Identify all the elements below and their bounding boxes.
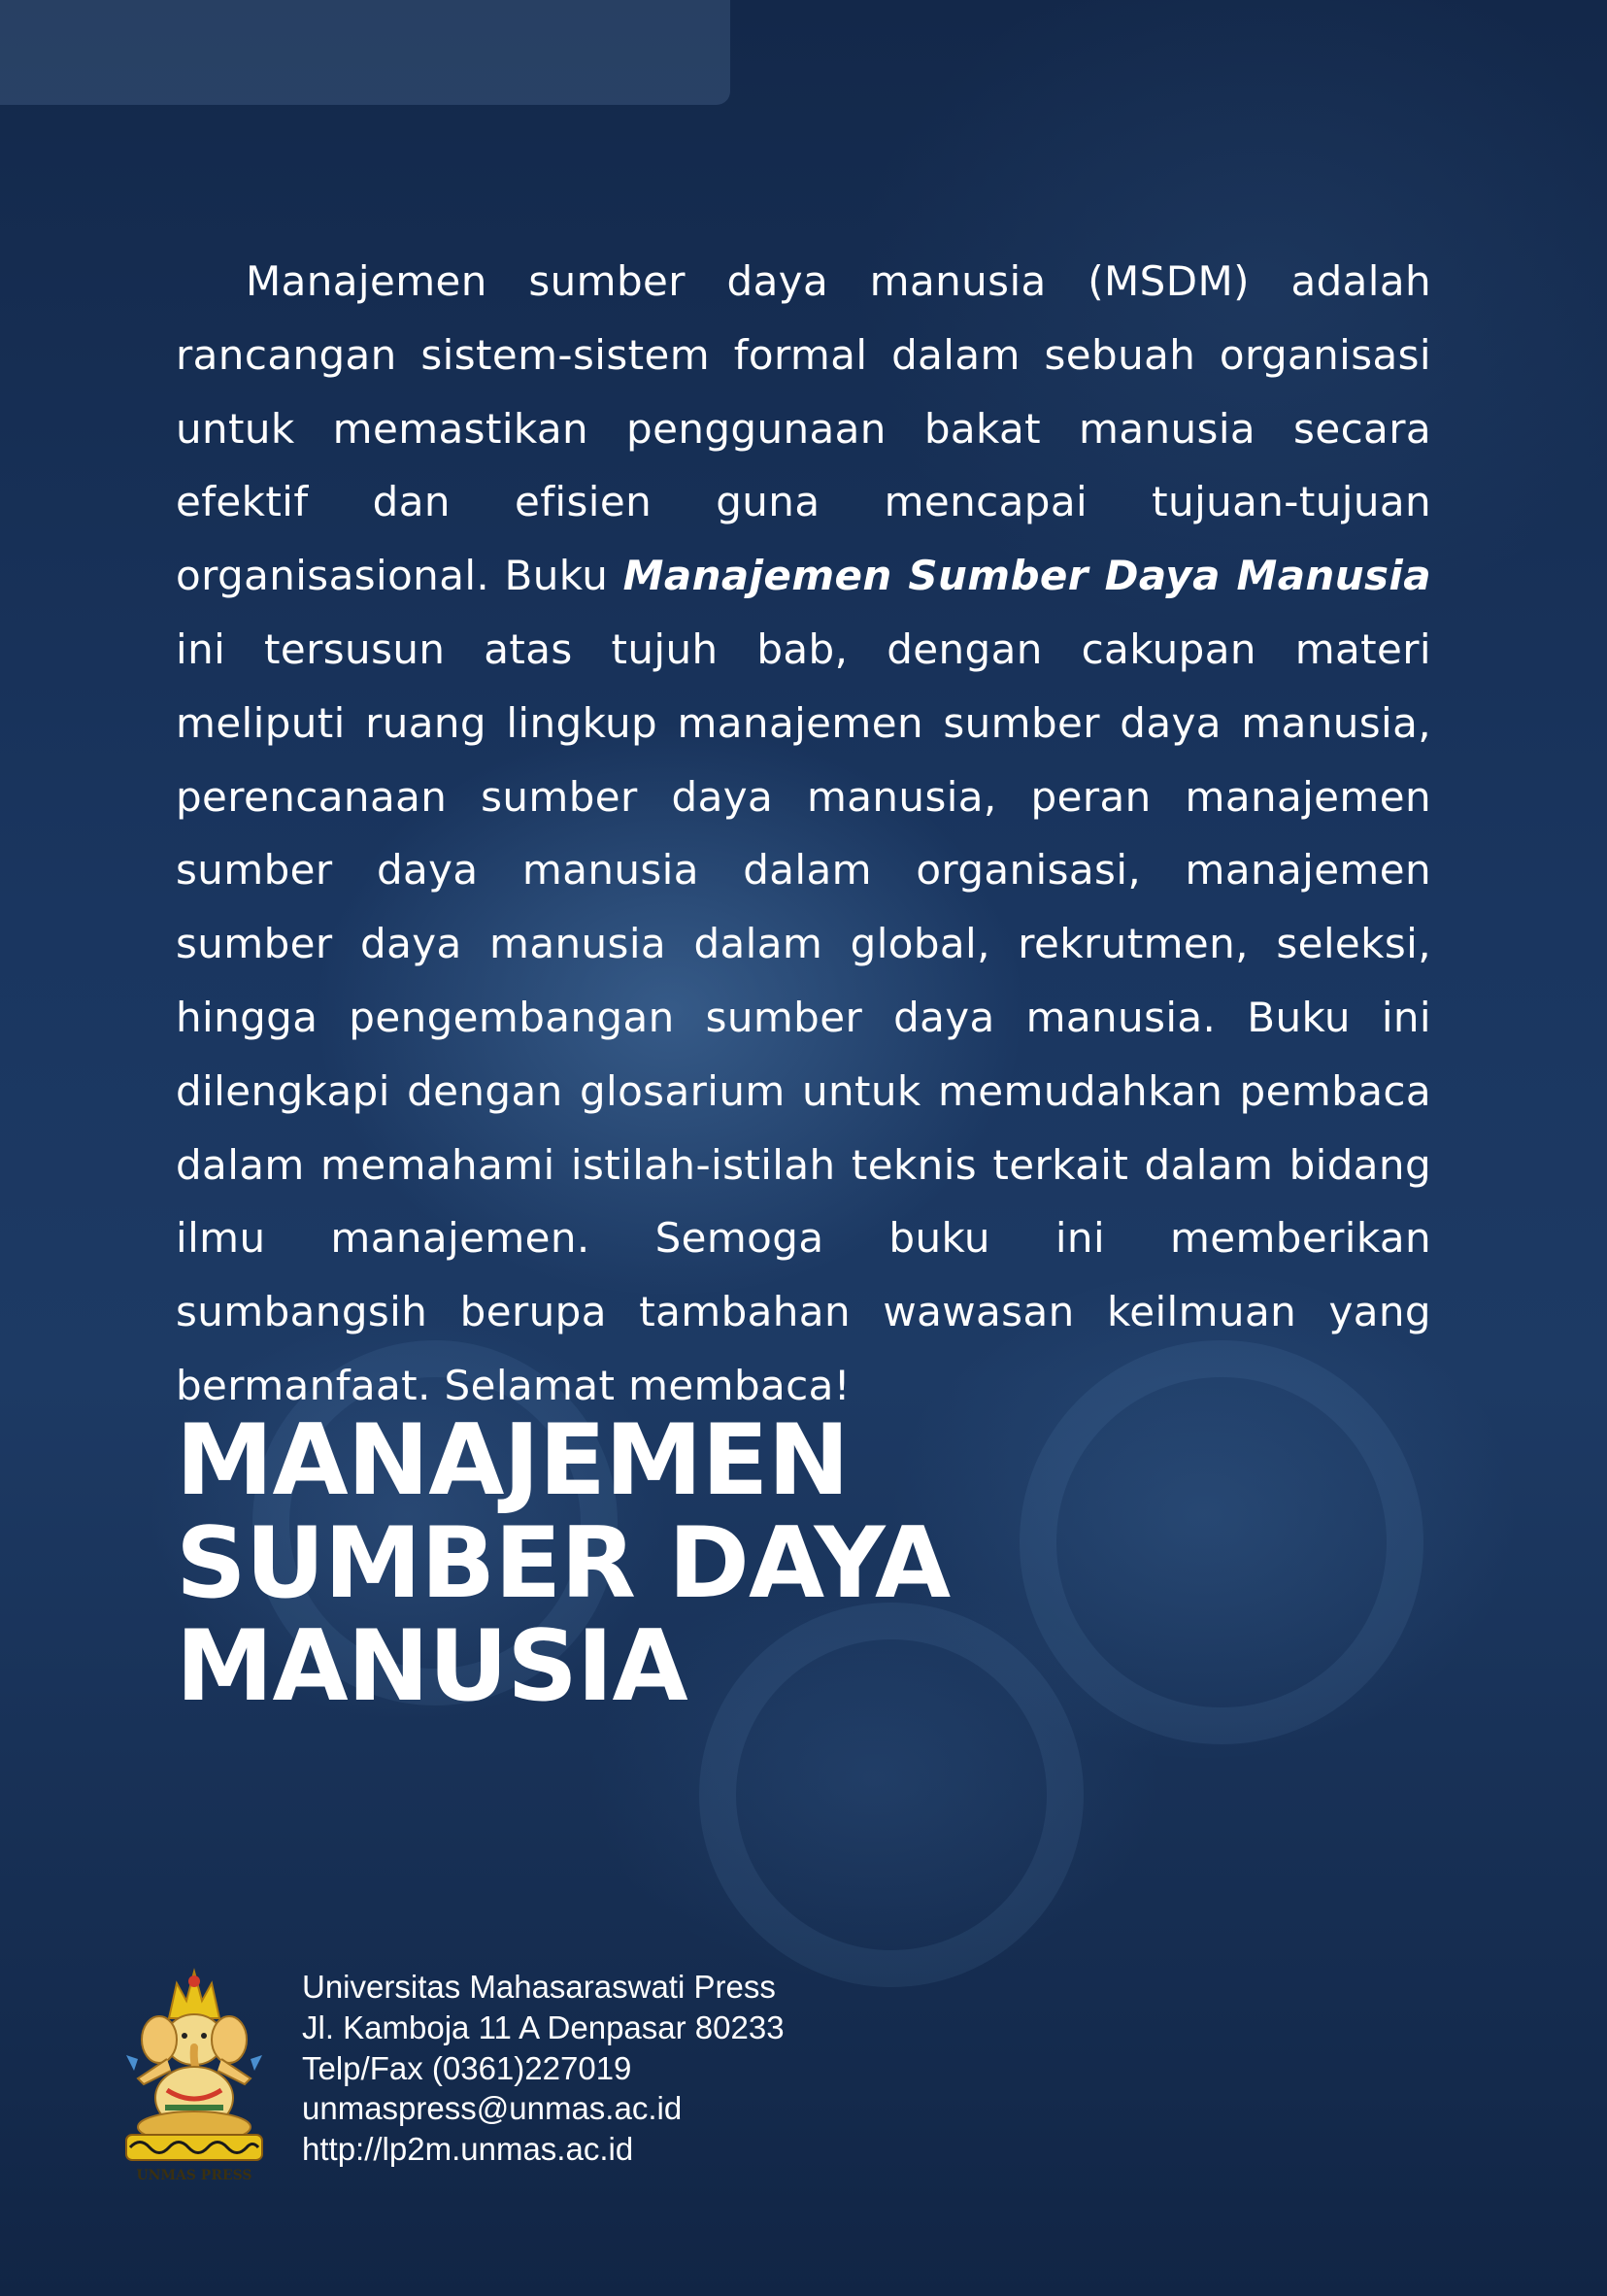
book-title-line-1: MANAJEMEN — [176, 1402, 849, 1517]
publisher-name: Universitas Mahasaraswati Press — [302, 1969, 776, 2005]
blurb-text-part2: ini tersusun atas tujuh bab, dengan cakupan materi meliputi ruang lingkup manajemen sumber daya manusia, perencanaan sumber daya manusia, peran manajemen sumber daya manusia dalam organisasi, manajemen sumber daya manusia dalam global, rekrutmen, seleksi, hingga pengembangan sumber daya manusia. Buku ini dilengkapi dengan glosarium untuk memudahkan pembaca dalam memahami istilah-istilah teknis terkait dalam bidang ilmu manajemen. Semoga buku ini memberikan sumbangsih berupa tambahan wawasan keilmuan yang bermanfaat. Selamat membaca! — [176, 625, 1431, 1409]
publisher-phone: Telp/Fax (0361)227019 — [302, 2049, 632, 2086]
book-title-line-2: SUMBER DAYA — [176, 1505, 951, 1620]
publisher-info — [302, 1967, 785, 2170]
blurb-book-title-emphasis: Manajemen Sumber Daya Manusia — [622, 552, 1431, 600]
book-title-line-3: MANUSIA — [176, 1608, 687, 1723]
publisher-logo — [109, 1962, 280, 2185]
publisher-email: unmaspress@unmas.ac.id — [302, 2090, 683, 2127]
publisher-address: Jl. Kamboja 11 A Denpasar 80233 — [302, 2009, 785, 2045]
book-title — [176, 1402, 951, 1723]
blurb-text-part1: Manajemen sumber daya manusia (MSDM) adalah rancangan sistem-sistem formal dalam sebuah organisasi untuk memastikan penggunaan bakat manusia secara efektif dan efisien guna mencapai tujuan-tujuan organisasional. Buku — [176, 257, 1431, 600]
back-cover-blurb — [176, 245, 1431, 1423]
publisher-website: http://lp2m.unmas.ac.id — [302, 2131, 634, 2168]
top-tab-strip — [0, 0, 730, 105]
ganesha-logo-icon — [109, 1962, 280, 2185]
logo-caption: UNMAS PRESS — [136, 2168, 252, 2183]
